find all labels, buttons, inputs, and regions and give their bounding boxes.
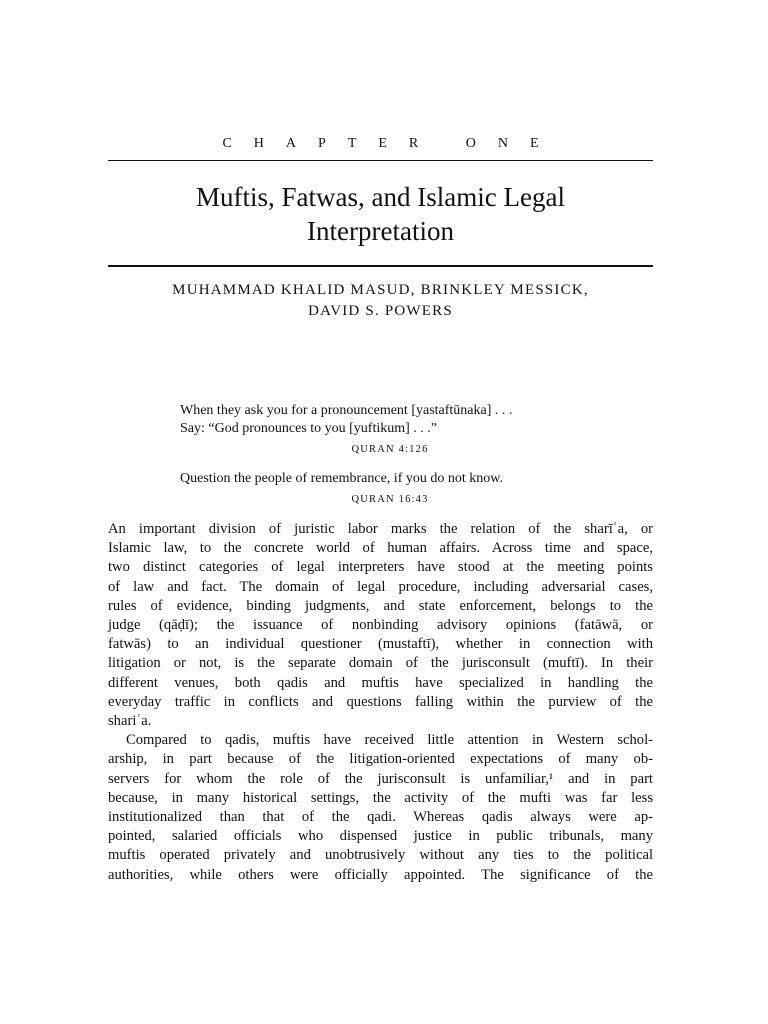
chapter-label: CHAPTER ONE	[222, 136, 561, 151]
text-line: judge (qāḍī); the issuance of nonbinding advisory opinions (fatāwā, or	[108, 617, 653, 634]
chapter-title	[108, 180, 653, 248]
text-line: fatwās) to an individual questioner (mustaftī), whether in connection with	[108, 636, 653, 653]
text-line: rules of evidence, binding judgments, and state enforcement, belongs to the	[108, 597, 653, 614]
epigraph-1	[180, 402, 590, 459]
text-line: muftis operated privately and unobtrusively without any ties to the political	[108, 847, 653, 864]
text-line: everyday traffic in conflicts and questions falling within the purview of the	[108, 693, 653, 710]
epigraph-citation: QURAN 16:43	[351, 494, 429, 505]
epigraph-line: Say: “God pronounces to you [yuftikum] . . .”	[180, 421, 438, 436]
text-line: arship, in part because of the litigation-oriented expectations of many ob-	[108, 751, 653, 768]
top-rule	[108, 160, 653, 161]
epigraph-citation: QURAN 4:126	[351, 444, 429, 455]
epigraph-line: Question the people of remembrance, if you do not know.	[180, 471, 503, 486]
epigraph-2	[180, 470, 590, 509]
title-line-1: Muftis, Fatwas, and Islamic Legal	[196, 182, 565, 212]
text-line: institutionalized than that of the qadi. Whereas qadis always were ap-	[108, 809, 653, 826]
authors	[108, 280, 653, 322]
authors-line-1: MUHAMMAD KHALID MASUD, BRINKLEY MESSICK,	[172, 282, 589, 298]
text-line: two distinct categories of legal interpreters have stood at the meeting points	[108, 559, 653, 576]
body-text	[108, 520, 653, 885]
text-line: because, in many historical settings, the activity of the mufti was far less	[108, 789, 653, 806]
text-line: An important division of juristic labor marks the relation of the sharīʿa, or	[108, 521, 653, 537]
text-line: shariʿa.	[108, 713, 152, 730]
paragraph-1	[108, 520, 653, 731]
text-line: authorities, while others were officially appointed. The significance of the	[108, 866, 653, 883]
title-rule	[108, 265, 653, 267]
text-line: Compared to qadis, muftis have received little attention in Western schol-	[126, 732, 653, 749]
text-line: Islamic law, to the concrete world of human affairs. Across time and space,	[108, 540, 653, 557]
text-line: servers for whom the role of the jurisconsult is unfamiliar,¹ and in part	[108, 770, 653, 787]
epigraph-line: When they ask you for a pronouncement [yastaftūnaka] . . .	[180, 403, 513, 418]
paragraph-2	[108, 731, 653, 885]
authors-line-2: DAVID S. POWERS	[308, 303, 453, 319]
text-line: pointed, salaried officials who dispensed justice in public tribunals, many	[108, 828, 653, 845]
title-line-2: Interpretation	[307, 216, 454, 246]
text-line: different venues, both qadis and muftis have specialized in handling the	[108, 674, 653, 691]
text-line: of law and fact. The domain of legal procedure, including adversarial cases,	[108, 578, 653, 595]
text-line: litigation or not, is the separate domain of the jurisconsult (muftī). In their	[108, 655, 653, 672]
